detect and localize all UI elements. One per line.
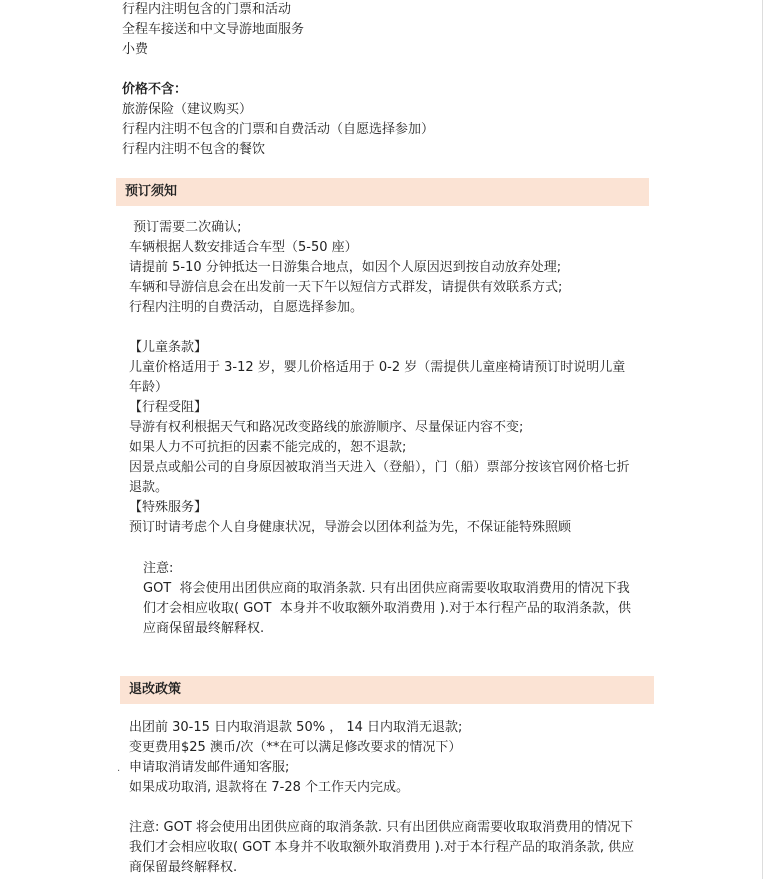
- blocked-line: 因景点或船公司的自身原因被取消当天进入（登船），门（船）票部分按该官网价格七折: [129, 460, 630, 475]
- blocked-line: 导游有权利根据天气和路况改变路线的旅游顺序、尽量保证内容不变;: [129, 420, 524, 435]
- notice-line: 应商保留最终解释权.: [143, 621, 265, 636]
- list-item: 旅游保险（建议购买）: [122, 102, 253, 117]
- list-item: 全程车接送和中文导游地面服务: [122, 22, 305, 37]
- booking-section-title: 预订须知: [116, 178, 649, 206]
- booking-line: 行程内注明的自费活动，自愿选择参加。: [129, 300, 364, 315]
- special-service-heading: 【特殊服务】: [129, 500, 208, 515]
- child-terms-line: 儿童价格适用于 3-12 岁，婴儿价格适用于 0-2 岁（需提供儿童座椅请预订时说明儿童: [129, 360, 626, 375]
- notice-line: GOT 将会使用出团供应商的取消条款. 只有出团供应商需要收取取消费用的情况下我: [143, 581, 630, 596]
- excluded-section: [122, 80, 434, 160]
- list-item: 行程内注明不包含的餐饮: [122, 142, 266, 157]
- page-right-border: [762, 0, 763, 879]
- included-list: [122, 0, 304, 60]
- list-item: 行程内注明不包含的门票和自费活动（自愿选择参加）: [122, 122, 435, 137]
- excluded-heading: 价格不含：: [122, 82, 188, 97]
- booking-notice: [143, 559, 631, 639]
- list-item: 行程内注明包含的门票和活动: [122, 2, 292, 17]
- booking-line: 请提前 5-10 分钟抵达一日游集合地点，如因个人原因迟到按自动放弃处理;: [129, 260, 562, 275]
- refund-content: [129, 718, 634, 878]
- blocked-line: 退款。: [129, 480, 169, 495]
- refund-section-title: 退改政策: [120, 676, 654, 704]
- list-item: 小费: [122, 42, 149, 57]
- child-terms-heading: 【儿童条款】: [129, 340, 208, 355]
- refund-notice-line: 我们才会相应收取( GOT 本身并不收取额外取消费用 ).对于本行程产品的取消条款, 供应: [129, 840, 635, 855]
- refund-line: 申请取消请发邮件通知客服;: [129, 760, 290, 775]
- booking-line: 车辆和导游信息会在出发前一天下午以短信方式群发，请提供有效联系方式;: [129, 280, 563, 295]
- refund-notice-line: 商保留最终解释权.: [129, 860, 238, 875]
- booking-line: 车辆根据人数安排适合车型（5-50 座）: [129, 240, 358, 255]
- refund-line: 变更费用$25 澳币/次（**在可以满足修改要求的情况下）: [129, 740, 462, 755]
- notice-line: 们才会相应收取( GOT 本身并不收取额外取消费用 ).对于本行程产品的取消条款，供: [143, 601, 632, 616]
- bullet-dot: ·: [117, 766, 121, 777]
- refund-line: 出团前 30-15 日内取消退款 50% ， 14 日内取消无退款;: [129, 720, 463, 735]
- booking-line: 预订需要二次确认;: [129, 220, 242, 235]
- blocked-heading: 【行程受阻】: [129, 400, 208, 415]
- blocked-line: 如果人力不可抗拒的因素不能完成的，恕不退款;: [129, 440, 407, 455]
- notice-label: 注意:: [143, 561, 174, 576]
- booking-content: [129, 218, 630, 538]
- special-service-line: 预订时请考虑个人自身健康状况，导游会以团体利益为先，不保证能特殊照顾: [129, 520, 572, 535]
- refund-line: 如果成功取消, 退款将在 7-28 个工作天内完成。: [129, 780, 410, 795]
- refund-notice-line: 注意: GOT 将会使用出团供应商的取消条款. 只有出团供应商需要收取取消费用的情况下: [129, 820, 634, 835]
- child-terms-line: 年龄）: [129, 380, 169, 395]
